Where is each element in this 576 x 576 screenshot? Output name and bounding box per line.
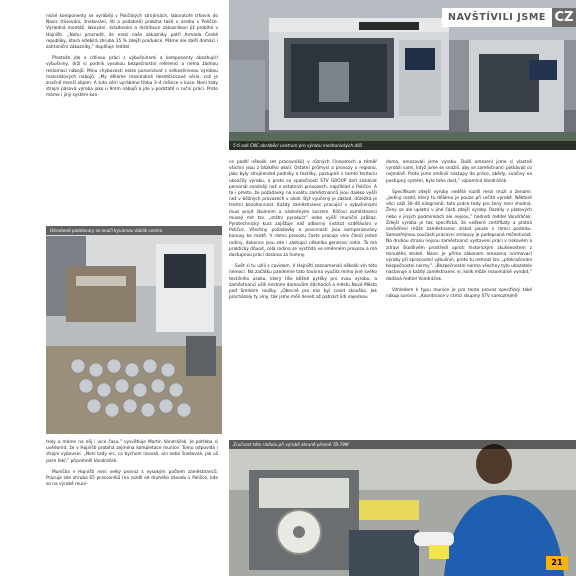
paragraph: ce podílí několik set pracovníků) v různých činnostech a téměř všichni jsou z blízkého okolí. Ostatní průmysl a provozy v regionu, jako byly strojírenské podniky a textilky, postupně v tomto teritoriu ukončily výrobu, a proto se společnosti STV GROUP daří získávat personál snadněji než v ostatních provozech, například v Poličce. A to i přesto, že požadavky na kvalitu zaměstnanců jsou daleko vyšší než v běžných provozech v okolí. Být vyučený je základ, důležitá je trestní bezúhonnost. Každý zaměstnanec pracující s výbušninami musí projít školením a následnými kurzem. Klíčoví zaměstnanci musejí mít tzv. „státní pyrokurz” nebo vyšší muniční průkaz. Pyrotechnický kurz zajišťuje náš odborný institut vzdělávání v Poličce. Všechny požadavky a povinnosti jsou kompenzovány bonusy ke mzdě. V rámci provozu často pracuje více členů jedné rodiny, dokonce jsou zde i zástupci několika generací rodin. To má praktický důvod, celá rodina se vystřídá ve směnném provozu a má dostupnou práci doslova za humny. — [229, 160, 377, 259]
article-column-1-bottom — [46, 440, 218, 493]
paragraph: Munička v Hajništi není velký provoz s vysokým počtem zaměstnanců. Pracuje zde zhruba 65 pracovníků (na rozdíl od druhého závodu v Poličce, kde se na výrobě muni- — [46, 469, 218, 488]
paragraph: troly a máme na něj i více času,” vysvětluje Martin Vondráček. Je potřeba si uvědomit, že v Hajništi probíhá zejména kompletace munice. Tomu odpovídá i strojní vybavení. „Není tady nic, co bychom lisovali, ani nebo šnekovali, jak už jsem řekl,” připomněl Vondráček. — [46, 440, 218, 464]
paragraph: nické komponenty se vyrábějí v Poličských strojírnách, laboratoře trhavin do Navic (tiisování, žnekování, lití a podobné) probíhá také v areálu v Poličce. Výsledná montáž, lakování, skladování a distribuce zákazníkovi již probíhá v Hajništi. „Nohu prozradit, že mezi naše zákazníky patří Armáda České republiky, která odebírá zhruba 15 % zdejší produkce. Máme ale další domácí i zahraniční zákazníky,” doplňuje ředitel. — [46, 14, 218, 51]
article-column-1-top — [46, 14, 218, 105]
paragraph: Přestože jde o citlivou práci s výbušninami a komponenty obsahující výbušniny, drží si podnik vysokou bezpečnostní referenci a nemá žádnou reklamaci nábojů. Minu chybovosti nelze porovnávat s velkosériovou výrobou malorážových nábojů. „My děláme maximálně desetitisícové série, což je značně menší objem. A tuto sérii vyrábíme třeba 3–4 měsíce v kuse. Není tady strojní pásová výroba jako u 9mm nábojů a jde v podstatě o ruční práci. Proto máme i jiný systém kon- — [46, 56, 218, 99]
assembly-illustration — [46, 226, 222, 434]
section-badge-label: NAVŠTÍVILI JSME — [442, 8, 552, 27]
assembly-line-photo — [46, 226, 222, 434]
paragraph: Specifikum zdejší výroby nedělá rozdíl mezi muži a ženami. „Jediný rozdíl, který tu děláme je pouze při určité výrobě. Některé věci váží 30–40 kilogramů, tato práce tedy pro ženy není vhodná. Ženy se ale uplatní v jiné části zdejší výroby. Rozdíly v platových nebo v jiných podmínkách ale nejsou,” hodnotí ředitel Vondráček. Zdejší výroba je tak specifická, že veškeré certifikáty a platná osvědčení může zaměstnanec získat pouze v rámci podniku. Samozřejmou součástí pracovní smlouvy je podepsaná mlčenlivost. Na druhou stranu nejsou zaměstnanci vystaveni práci v riskovém a zdraví škodlivém prostředí oproti historickým zkušenostem z minulého století. Navíc je přímo zákonem omezena normovací výroby při zpracování výbušnin, proto tu nehrozí tzv. „překračování bezpečnostní normy”. „Bezpečnostní norma všechny tyto ukazatele nastavuje a každý zaměstnanec ví, kolik může maximálně vyrobit,” dodává ředitel Vondráček. — [386, 189, 532, 282]
country-code-badge: CZ — [552, 8, 576, 27]
article-column-2 — [229, 160, 377, 306]
paragraph: Svět si tu užili s covidem. V Hajništi zaznamenali několik vln této nemoci. Na začátku pandemie tato továrna využila mimo jiné svého textilního úseku, který tiše běžné pytlíky pro svou výrobu, a zaměstnanci ušili místním domovům důchodců a městu Nové Město pod Smrkem roušky. „Obecně pro nás byl covid zkouška. Jak procházely ty vlny, tak jsme měli desetí až patnáct lidí najednou — [229, 264, 377, 301]
worker-illustration — [229, 440, 576, 576]
worker-photo — [229, 440, 576, 576]
article-column-3 — [386, 160, 532, 305]
paragraph: doma, omezovali jsme výrobu. Další omezení jsme si vlastně vyrobili sami, když jsme se snažili, aby se zaměstnanci potkávali co nejméně. Proto jsme změnili nástupy do práce, obědy, svačiny na postupný systém, bylo toho dost,” vzpomíná Vondráček. — [386, 160, 532, 184]
photo-caption: Zručnost této rádiolu při výrobě zbraně přesně 7B-79M — [229, 440, 576, 449]
photo-caption: 5-ti osé CNC obráběcí centrum pro výrobu mechanických dílů — [229, 141, 576, 150]
page-number: 21 — [546, 556, 568, 570]
paragraph: Vzhledem k typu munice je pro tento provoz specifický také nákup surovin. „Koordinace v rámci skupiny STV samozřejmě — [386, 287, 532, 300]
section-badge — [442, 8, 576, 27]
photo-caption: Obrobené polotovary se značí kyvárnou doklik centra — [46, 226, 222, 235]
